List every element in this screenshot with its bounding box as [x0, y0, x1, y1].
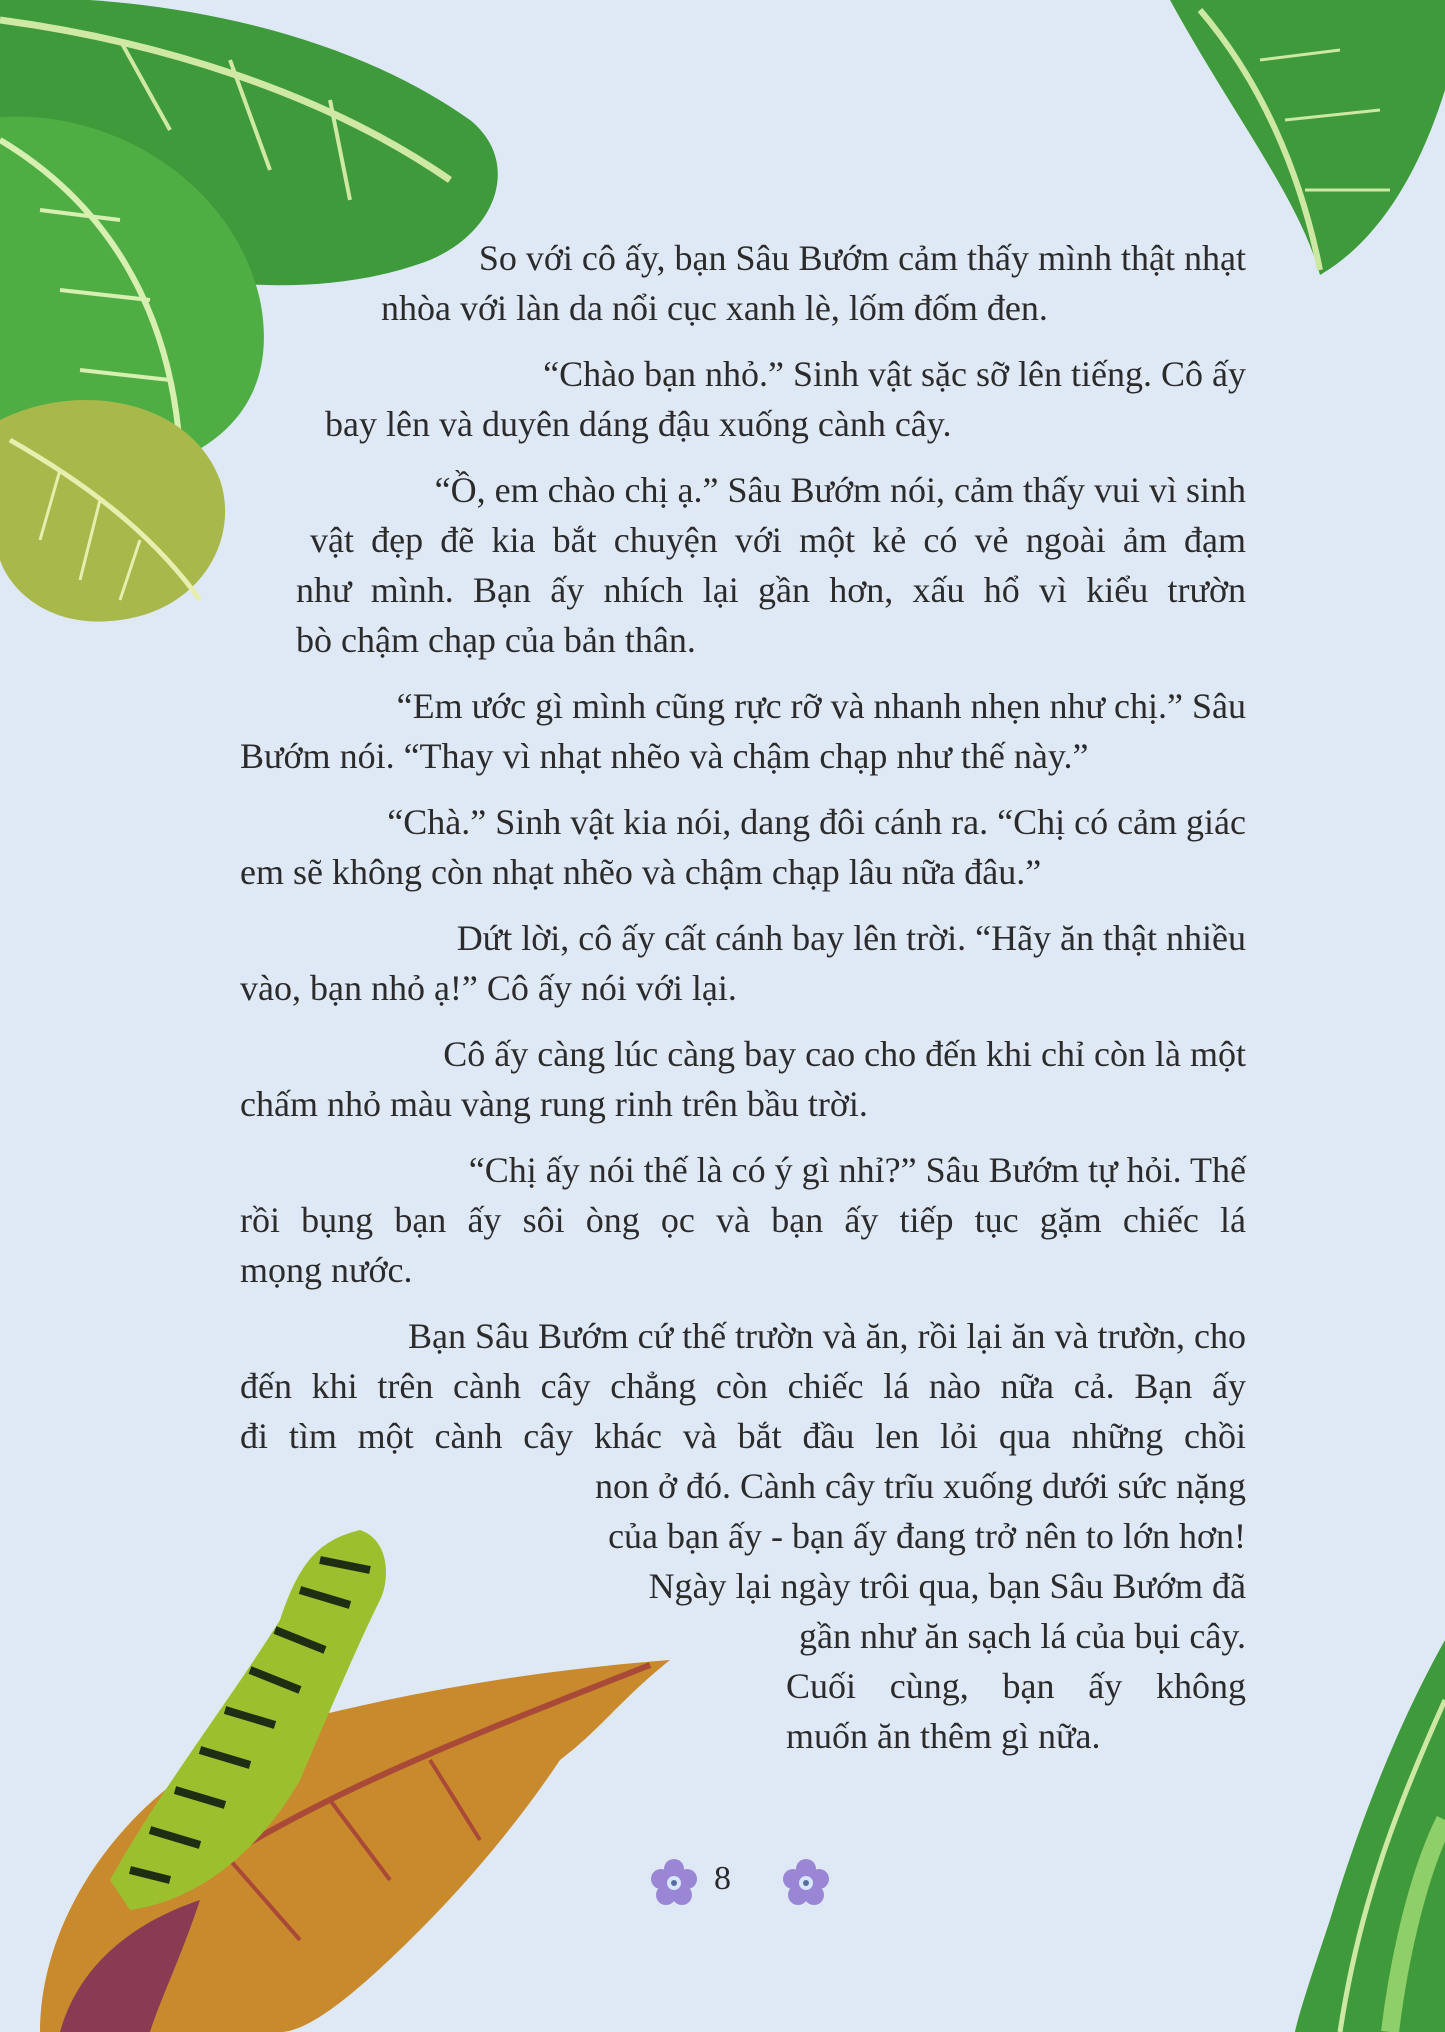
text-line: em sẽ không còn nhạt nhẽo và chậm chạp lâu nữa đâu.”: [240, 852, 1042, 892]
text-line: Bướm nói. “Thay vì nhạt nhẽo và chậm chạp như thế này.”: [240, 736, 1089, 776]
text-line: đến khi trên cành cây chẳng còn chiếc lá nào nữa cả. Bạn ấy: [240, 1366, 1246, 1406]
text-line: Cuối cùng, bạn ấy không: [786, 1666, 1246, 1706]
text-line: bò chậm chạp của bản thân.: [296, 620, 696, 660]
text-line: Ngày lại ngày trôi qua, bạn Sâu Bướm đã: [648, 1566, 1246, 1606]
text-line: “Chị ấy nói thế là có ý gì nhỉ?” Sâu Bướm tự hỏi. Thế: [468, 1150, 1246, 1190]
text-line: “Em ước gì mình cũng rực rỡ và nhanh nhẹn như chị.” Sâu: [396, 686, 1246, 726]
text-line: rồi bụng bạn ấy sôi òng ọc và bạn ấy tiếp tục gặm chiếc lá: [240, 1200, 1246, 1240]
text-line: non ở đó. Cành cây trĩu xuống dưới sức nặng: [594, 1466, 1246, 1506]
text-line: đi tìm một cành cây khác và bắt đầu len lỏi qua những chồi: [240, 1416, 1246, 1456]
text-line: Cô ấy càng lúc càng bay cao cho đến khi chỉ còn là một: [443, 1034, 1246, 1074]
text-line: của bạn ấy - bạn ấy đang trở nên to lớn hơn!: [608, 1516, 1246, 1556]
text-line: “Chào bạn nhỏ.” Sinh vật sặc sỡ lên tiếng. Cô ấy: [543, 354, 1246, 394]
text-line: vật đẹp đẽ kia bắt chuyện với một kẻ có vẻ ngoài ảm đạm: [310, 520, 1246, 560]
text-line: mọng nước.: [240, 1250, 413, 1290]
text-line: muốn ăn thêm gì nữa.: [786, 1716, 1101, 1756]
text-line: Bạn Sâu Bướm cứ thế trườn và ăn, rồi lại ăn và trườn, cho: [408, 1316, 1246, 1356]
page-number: 8: [714, 1860, 731, 1897]
text-line: Dứt lời, cô ấy cất cánh bay lên trời. “Hãy ăn thật nhiều: [456, 918, 1246, 958]
text-line: vào, bạn nhỏ ạ!” Cô ấy nói với lại.: [240, 968, 737, 1008]
text-line: như mình. Bạn ấy nhích lại gần hơn, xấu hổ vì kiểu trườn: [296, 570, 1246, 610]
text-line: nhòa với làn da nổi cục xanh lè, lốm đốm đen.: [381, 288, 1048, 328]
text-line: gần như ăn sạch lá của bụi cây.: [799, 1616, 1246, 1656]
text-line: bay lên và duyên dáng đậu xuống cành cây.: [325, 404, 952, 444]
text-line: “Chà.” Sinh vật kia nói, dang đôi cánh ra. “Chị có cảm giác: [387, 802, 1246, 842]
text-line: chấm nhỏ màu vàng rung rinh trên bầu trời.: [240, 1084, 868, 1124]
bottom-right-leaves-illustration: [1295, 1640, 1445, 2032]
text-line: “Ồ, em chào chị ạ.” Sâu Bướm nói, cảm thấy vui vì sinh: [434, 470, 1246, 510]
text-line: So với cô ấy, bạn Sâu Bướm cảm thấy mình thật nhạt: [478, 238, 1246, 278]
